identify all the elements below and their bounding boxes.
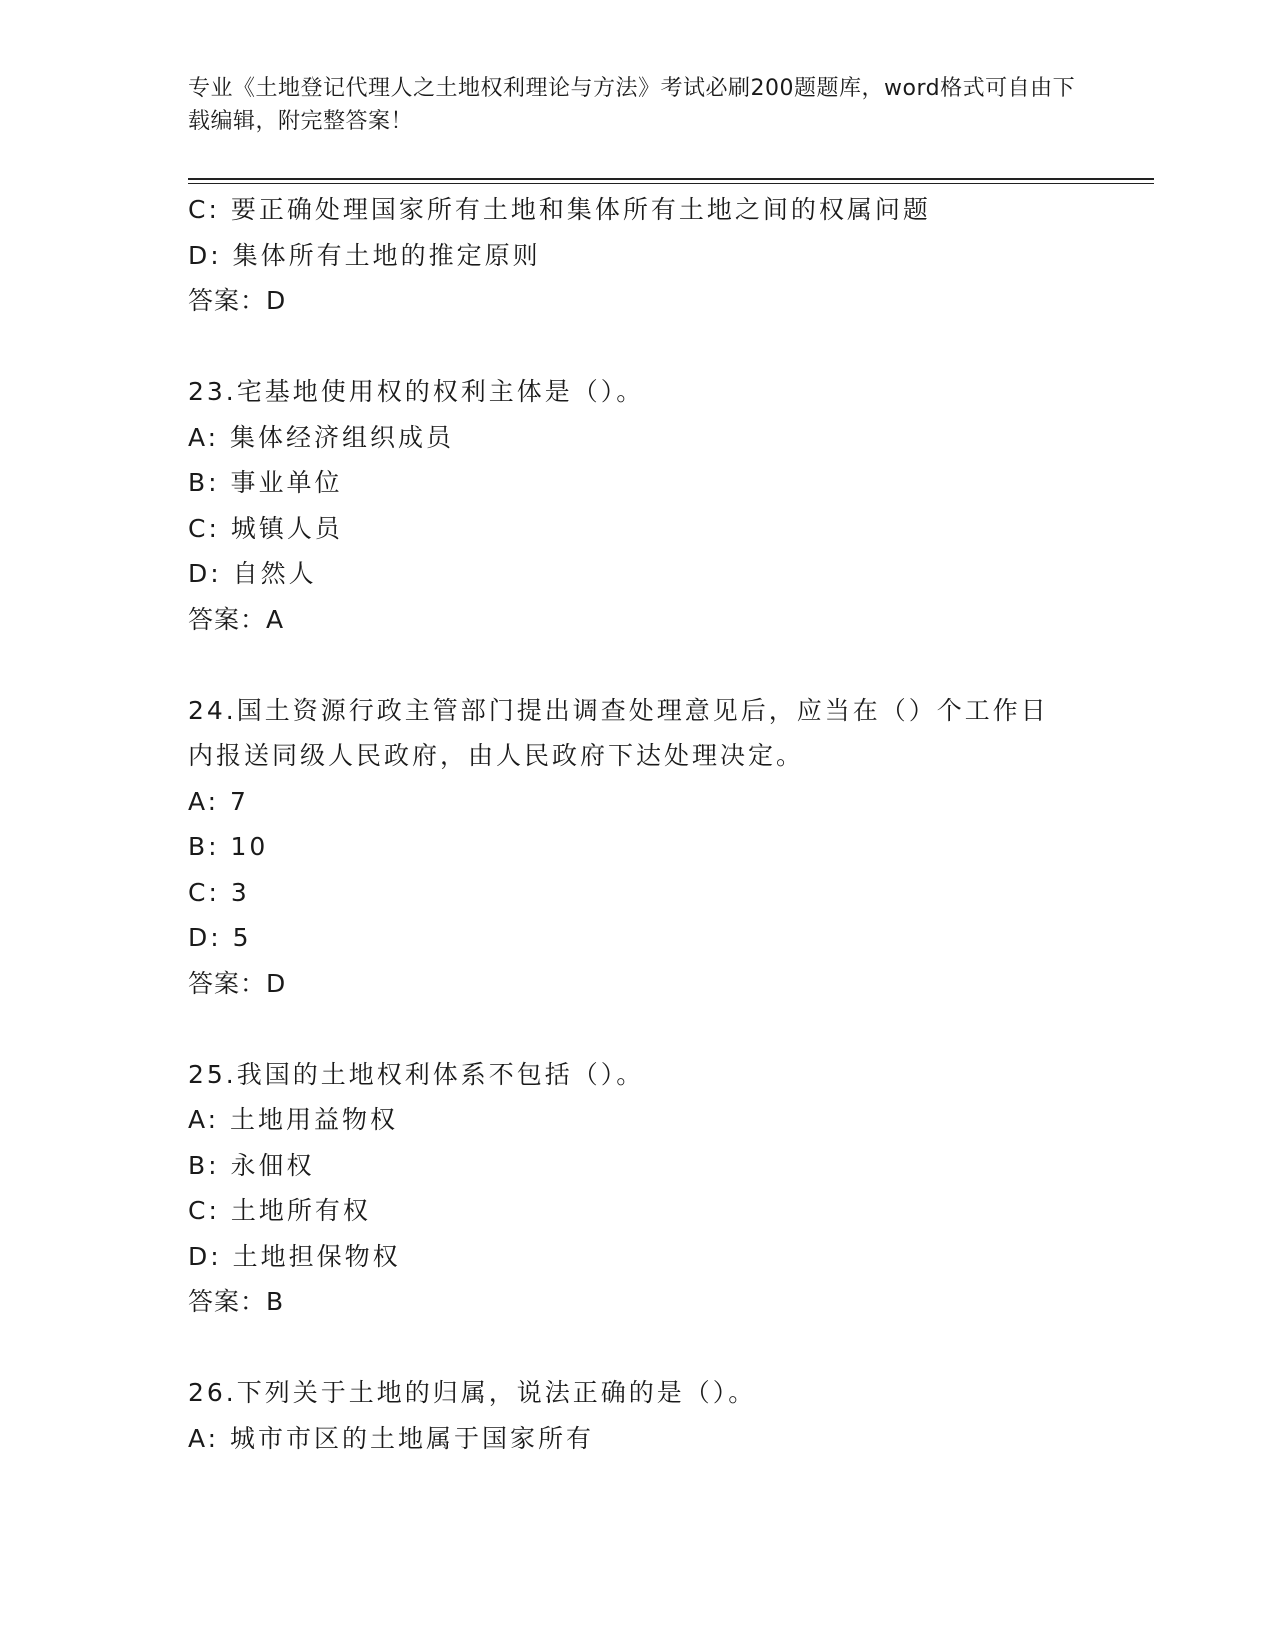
q23-answer: 答案：A: [188, 604, 285, 634]
q23-stem: 23.宅基地使用权的权利主体是（）。: [188, 377, 645, 406]
q25-option-b: B: 永佃权: [188, 1150, 315, 1180]
q22-option-d: D: 集体所有土地的推定原则: [188, 240, 541, 270]
q22-option-c: C: 要正确处理国家所有土地和集体所有土地之间的权属问题: [188, 195, 931, 224]
spacer: [188, 642, 1088, 688]
q24-stem-line1: 24.国土资源行政主管部门提出调查处理意见后，应当在（）个工作日: [188, 695, 1049, 725]
page-header: 专业《土地登记代理人之土地权利理论与方法》考试必刷200题题库，word格式可自由下载编辑，附完整答案！: [188, 76, 1076, 134]
header-divider: [188, 178, 1154, 184]
spacer: [188, 1006, 1088, 1052]
q23-option-d: D: 自然人: [188, 559, 317, 588]
q24-answer: 答案：D: [188, 968, 287, 998]
q24-option-d: D: 5: [188, 923, 252, 952]
q23-option-c: C: 城镇人员: [188, 513, 343, 543]
q24-option-b: B: 10: [188, 832, 269, 861]
spacer: [188, 324, 1088, 370]
q24-stem-line2: 内报送同级人民政府，由人民政府下达处理决定。: [188, 741, 805, 770]
q25-option-d: D: 土地担保物权: [188, 1241, 401, 1271]
q25-answer: 答案：B: [188, 1287, 285, 1316]
q25-option-c: C: 土地所有权: [188, 1196, 371, 1225]
q23-option-b: B: 事业单位: [188, 468, 343, 497]
q23-option-a: A: 集体经济组织成员: [188, 422, 455, 452]
q25-option-a: A: 土地用益物权: [188, 1105, 399, 1134]
q26-option-a: A: 城市市区的土地属于国家所有: [188, 1423, 595, 1453]
spacer: [188, 1325, 1088, 1371]
q24-option-a: A: 7: [188, 786, 249, 816]
q26-stem: 26.下列关于土地的归属，说法正确的是（）。: [188, 1378, 757, 1407]
q24-option-c: C: 3: [188, 877, 250, 907]
q25-stem: 25.我国的土地权利体系不包括（）。: [188, 1059, 645, 1089]
question-content: [188, 187, 1088, 1461]
q22-answer: 答案：D: [188, 286, 287, 315]
